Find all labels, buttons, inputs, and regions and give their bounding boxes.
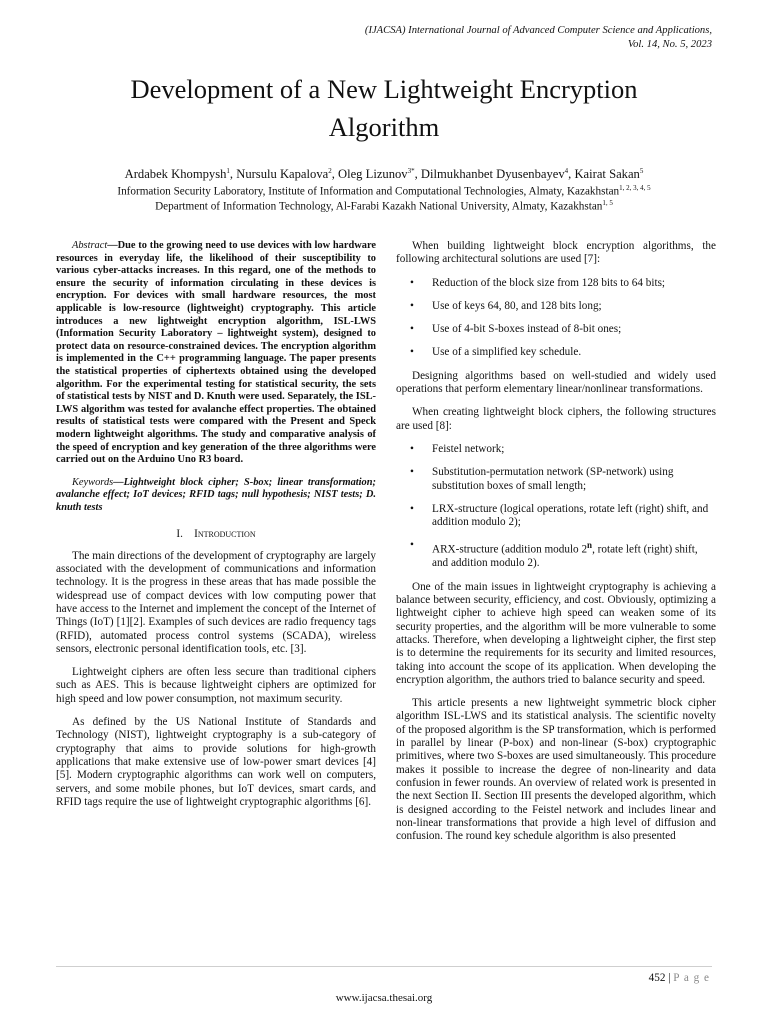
affiliation-text: Department of Information Technology, Al-Farabi Kazakh National University, Almaty, Kazakhstan <box>155 200 603 213</box>
abstract-text: —Due to the growing need to use devices with low hardware resources in everyday life, the likelihood of their susceptibility to various cyber-attacks increases. In this regard, one of the methods to ensure the security of information circulating in these devices is encryption. For devices with small hardware resources, the most applicable is low-resource (lightweight) cryptography. This article introduces a new lightweight encryption algorithm, ISL-LWS (Information Security Laboratory – lightweight system), designed to protect data on resource-constrained devices. The encryption algorithm is implemented in the C++ programming language. The paper presents the statistical properties of ciphertexts obtained using the developed algorithm. For the experimental testing for statistical security, the sets of statistical tests by NIST and D. Knuth were used. Separately, the ISL-LWS algorithm was tested for avalanche effect properties. The obtained results of statistical tests were compared with the Present and Speck modern lightweight algorithms. The study and comparative analysis of the speed of encryption and key generation of the three algorithms were carried out on the Arduino Uno R3 board. <box>56 240 376 466</box>
affiliation-2 <box>40 196 728 214</box>
list-item-text: Use of keys 64, 80, and 128 bits long; <box>432 299 602 312</box>
list-item <box>396 443 716 456</box>
author-sup: 1 <box>226 167 230 175</box>
title-line-1: Development of a New Lightweight Encryption <box>130 74 638 104</box>
author-sup: 3* <box>407 167 415 175</box>
paragraph: As defined by the US National Institute of Standards and Technology (NIST), lightweight cryptography is a sub-category of cryptography that aims to provide solutions for high-growth applications that make extensive use of low-power smart devices [4][5]. Modern cryptographic algorithms can work well on computers, servers, and some mobile phones, but IoT devices, smart cards, and RFID tags require the use of lightweight cryptographic algorithms [6]. <box>56 716 376 808</box>
paragraph: The main directions of the development of cryptography are largely associated with the development of communications and information technology. It is the progress in these areas that has made possible the widespread use of compact devices with low computing power that have access to the Internet and implement the concept of the Internet of Things (IoT) [1][2]. Examples of such devices are radio frequency tags (RFID), automated process control systems (SCADA), wireless sensors, electronic personal identification tools, etc. [3]. <box>56 549 376 655</box>
title-line-2: Algorithm <box>328 112 440 142</box>
footer-divider <box>56 966 712 967</box>
bullet-icon: • <box>410 323 414 336</box>
author-list <box>40 163 728 182</box>
keywords-text: —Lightweight block cipher; S-box; linear transformation; avalanche effect; IoT devices; RFID tags; null hypothesis; NIST tests; D. knuth tests <box>56 476 376 513</box>
section-heading-introduction <box>56 528 376 541</box>
list-item-text: ARX-structure (addition modulo 2 <box>432 544 588 557</box>
list-item <box>396 346 716 359</box>
left-column <box>56 240 376 809</box>
list-item <box>396 277 716 290</box>
bullet-list-structures <box>396 443 716 571</box>
author-sup: 2 <box>328 167 332 175</box>
list-item-text: Reduction of the block size from 128 bits to 64 bits; <box>432 276 666 289</box>
bullet-icon: • <box>410 539 414 552</box>
footer-website: www.ijacsa.thesai.org <box>335 992 433 1004</box>
keywords <box>56 477 376 515</box>
bullet-list-architecture <box>396 277 716 360</box>
paragraph: Designing algorithms based on well-studied and widely used operations that perform elementary linear/nonlinear transformations. <box>396 369 716 396</box>
author-sup: 4 <box>564 167 569 175</box>
paper-title <box>56 70 712 146</box>
author: Oleg Lizunov <box>338 167 408 182</box>
list-item-text: , rotate left (right) shift, and addition modulo 2). <box>432 544 698 570</box>
page-number-value: 452 <box>648 972 666 984</box>
paragraph: One of the main issues in lightweight cryptography is achieving a balance between security, efficiency, and cost. Obviously, optimizing a lightweight cipher to achieve high speed can weaken some of its security properties, and the algorithm will be more vulnerable to some attacks. Therefore, when developing a lightweight cipher, the first step is to determine the requirements for its security and limited resources, taking into account the scope of its application. When developing the encryption algorithm, the authors tried to balance security and speed. <box>396 580 716 686</box>
list-item-text: Use of 4-bit S-boxes instead of 8-bit ones; <box>432 323 622 336</box>
affiliation-sup: 1, 5 <box>602 199 613 207</box>
bullet-icon: • <box>410 299 414 312</box>
paragraph: This article presents a new lightweight symmetric block cipher algorithm ISL-LWS and its statistical analysis. The scientific novelty of the proposed algorithm is the SP transformation, which is performed in parallel by linear (P-box) and non-linear (S-box) cryptographic primitives, where two S-boxes are used simultaneously. This procedure makes it possible to increase the degree of non-linearity and data confusion in fewer rounds. An overview of related work is presented in the next Section II. Section III presents the developed algorithm, which is designed according to the Feistel network and includes linear and non-linear transformations that provide a high level of diffusion and confusion. The round key schedule algorithm is also presented <box>396 697 716 843</box>
bullet-icon: • <box>410 442 414 455</box>
journal-volume: Vol. 14, No. 5, 2023 <box>627 39 712 50</box>
author-sep: , <box>331 167 338 182</box>
list-item <box>396 503 716 530</box>
author: Kairat Sakan <box>574 167 640 182</box>
bullet-icon: • <box>410 466 414 479</box>
page-number <box>649 972 710 984</box>
list-item <box>396 323 716 336</box>
list-item <box>396 539 716 570</box>
bullet-icon: • <box>410 502 414 515</box>
list-item <box>396 300 716 313</box>
abstract-label: Abstract <box>72 240 108 251</box>
bullet-icon: • <box>410 346 414 359</box>
keywords-label: Keywords <box>72 476 114 488</box>
paragraph: Lightweight ciphers are often less secure than traditional ciphers such as AES. This is because lightweight ciphers are optimized for high speed and low power consumption, not maximum security. <box>56 666 376 705</box>
list-item <box>396 466 716 493</box>
journal-name: (IJACSA) International Journal of Advanced Computer Science and Applications, <box>364 25 712 36</box>
right-column <box>396 240 716 843</box>
author-sep: , <box>568 167 575 182</box>
bullet-icon: • <box>410 276 414 289</box>
author-sup: 5 <box>639 167 644 175</box>
list-item-text: Feistel network; <box>432 442 505 455</box>
author-sep: , <box>229 167 237 182</box>
author: Nursulu Kapalova <box>236 167 329 182</box>
affiliation-sup: 1, 2, 3, 4, 5 <box>619 184 651 192</box>
paragraph: When building lightweight block encryption algorithms, the following architectural solutions are used [7]: <box>396 240 716 266</box>
list-item-text: Use of a simplified key schedule. <box>432 346 582 359</box>
author: Ardabek Khompysh <box>124 167 227 182</box>
section-number: I. <box>176 528 183 541</box>
exponent: n <box>587 540 593 551</box>
journal-header <box>192 24 712 52</box>
author: Dilmukhanbet Dyusenbayev <box>420 167 565 182</box>
list-item-text: LRX-structure (logical operations, rotate left (right) shift, and addition modulo 2); <box>432 502 709 529</box>
author-sep: , <box>414 167 421 182</box>
list-item-text: Substitution-permutation network (SP-network) using substitution boxes of small length; <box>432 466 674 492</box>
page-separator: | <box>665 972 674 984</box>
section-title: Introduction <box>194 528 256 541</box>
abstract <box>56 240 376 467</box>
page-word: P a g e <box>673 972 710 984</box>
affiliation-text: Information Security Laboratory, Institute of Information and Computational Technologies, Almaty, Kazakhstan <box>117 185 620 198</box>
paragraph: When creating lightweight block ciphers, the following structures are used [8]: <box>396 406 716 432</box>
